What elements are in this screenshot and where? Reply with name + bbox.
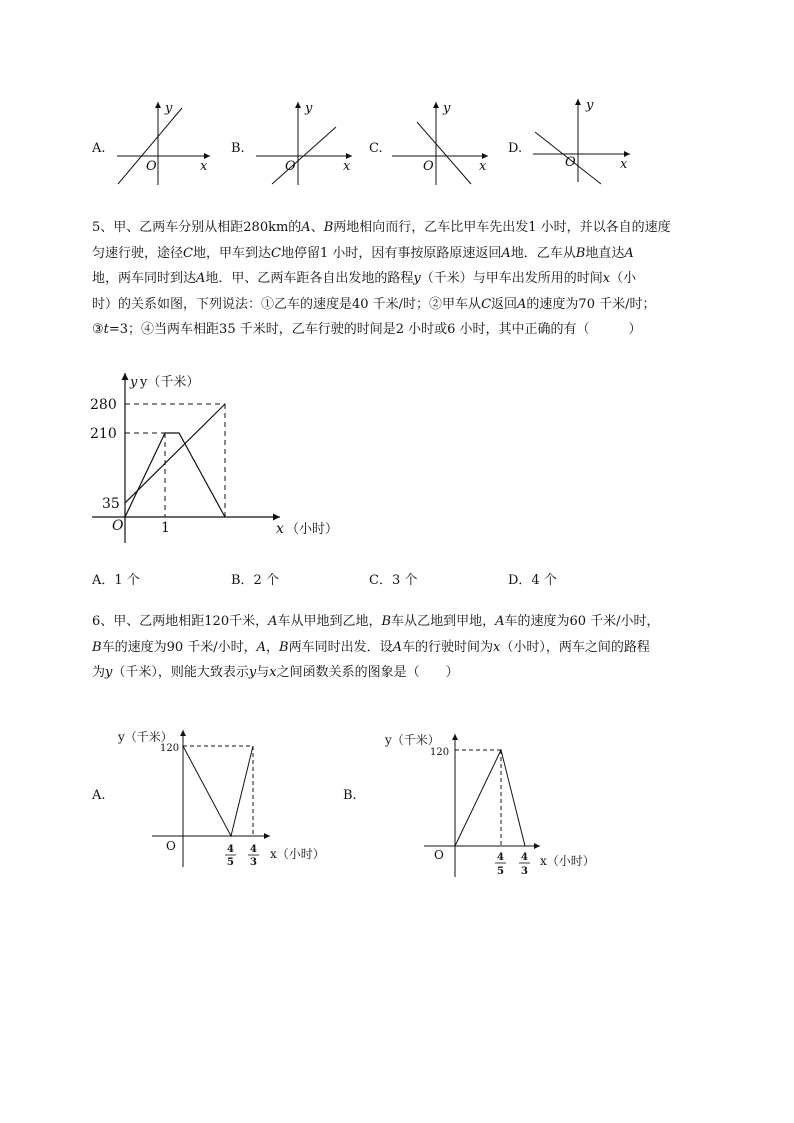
q4-option-c-label: C. [369,141,383,156]
frac2-num: 4 [521,852,528,863]
question-5-text [92,215,752,343]
q4-option-a-label: A. [92,141,106,156]
y-tick-120: 120 [430,747,450,758]
q6-line-3: 为y（千米），则能大致表示y与x之间函数关系的图象是（ ） [92,665,459,680]
frac1-den: 5 [227,857,234,868]
q4-graphs [0,90,794,190]
origin-label: O [423,159,434,174]
y-tick-210: 210 [90,426,117,442]
y-axis-label: y（千米） [385,733,440,747]
frac1-num: 4 [497,852,504,863]
y-tick-35: 35 [102,496,120,512]
x-axis-var: x [276,521,284,537]
axis-x-label: x [620,157,628,172]
q5-choice-d[interactable]: D．4 个 [508,573,557,588]
x-tick-1: 1 [161,520,170,536]
axis-y-label: y [165,101,173,116]
x-axis-label: x（小时） [540,854,595,868]
q6-option-b-label[interactable]: B. [343,788,357,803]
function-line [417,122,471,184]
q4-graph-b [256,101,352,185]
frac2-num: 4 [250,844,257,855]
q4-graph-d [533,98,630,184]
origin-label: O [146,159,157,174]
q5-line-5: ③t=3；④当两车相距35 千米时，乙车行驶的时间是2 小时或6 小时，其中正确的有（ ） [92,322,642,337]
q5-line-4: 时）的关系如图，下列说法：①乙车的速度是40 千米/时；②甲车从C返回A的速度为70 千米/时； [92,296,656,312]
origin-label: O [112,518,124,534]
axis-x-label: x [200,159,208,174]
q6-line-2: B车的速度为90 千米/小时，A，B两车同时出发．设A车的行驶时间为x（小时），两车之间的路程 [92,639,650,655]
q5-line-1: 5、甲、乙两车分别从相距280km的A、B两地相向而行，乙车比甲车先出发1 小时，并以各自的速度 [92,220,671,235]
origin-label: O [565,155,576,170]
q4-option-d-label: D. [508,141,523,156]
origin-label: O [434,848,444,862]
q4-graph-a [117,101,210,185]
q5-choice-c[interactable]: C．3 个 [369,573,418,588]
frac1-num: 4 [227,844,234,855]
q5-graph [80,365,370,550]
question-6-text [92,609,752,686]
q5-choice-a[interactable]: A．1 个 [92,573,140,588]
y-axis-label: y（千米） [140,375,200,390]
frac2-den: 3 [250,857,257,868]
axis-y-label: y [586,98,594,113]
q6-graph-a [110,722,350,872]
y-tick-280: 280 [90,397,117,413]
x-axis-label: x（小时） [270,847,325,861]
q4-option-b-label: B. [231,141,245,156]
q6-line-1: 6、甲、乙两地相距120千米，A车从甲地到乙地，B车从乙地到甲地，A车的速度为60 千米/小时， [92,614,660,629]
car-jia-line [125,433,225,517]
frac2-den: 3 [521,866,528,877]
distance-line [455,750,525,846]
q5-choice-b[interactable]: B．2 个 [231,573,279,588]
q5-line-2: 匀速行驶，途径C地，甲车到达C地停留1 小时，因有事按原路原速返回A地．乙车从B地直达A [92,245,634,261]
q5-line-3: 地，两车同时到达A地．甲、乙两车距各自出发地的路程y（千米）与甲车出发所用的时间x（小 [92,271,637,286]
q4-graph-c [392,101,488,185]
q6-option-a-label[interactable]: A. [92,788,106,803]
axis-y-label: y [305,101,313,116]
q6-graph-b [380,722,620,882]
frac1-den: 5 [497,866,504,877]
axis-x-label: x [479,159,487,174]
y-tick-120: 120 [160,743,180,754]
y-axis-label: y（千米） [118,730,173,744]
car-yi-line [125,404,225,503]
distance-line [183,746,253,836]
origin-label: O [285,159,296,174]
axis-y-label: y [443,101,451,116]
origin-label: O [166,839,176,853]
y-axis-var: y [130,375,138,390]
x-axis-unit: （小时） [286,522,339,537]
axis-x-label: x [343,159,351,174]
